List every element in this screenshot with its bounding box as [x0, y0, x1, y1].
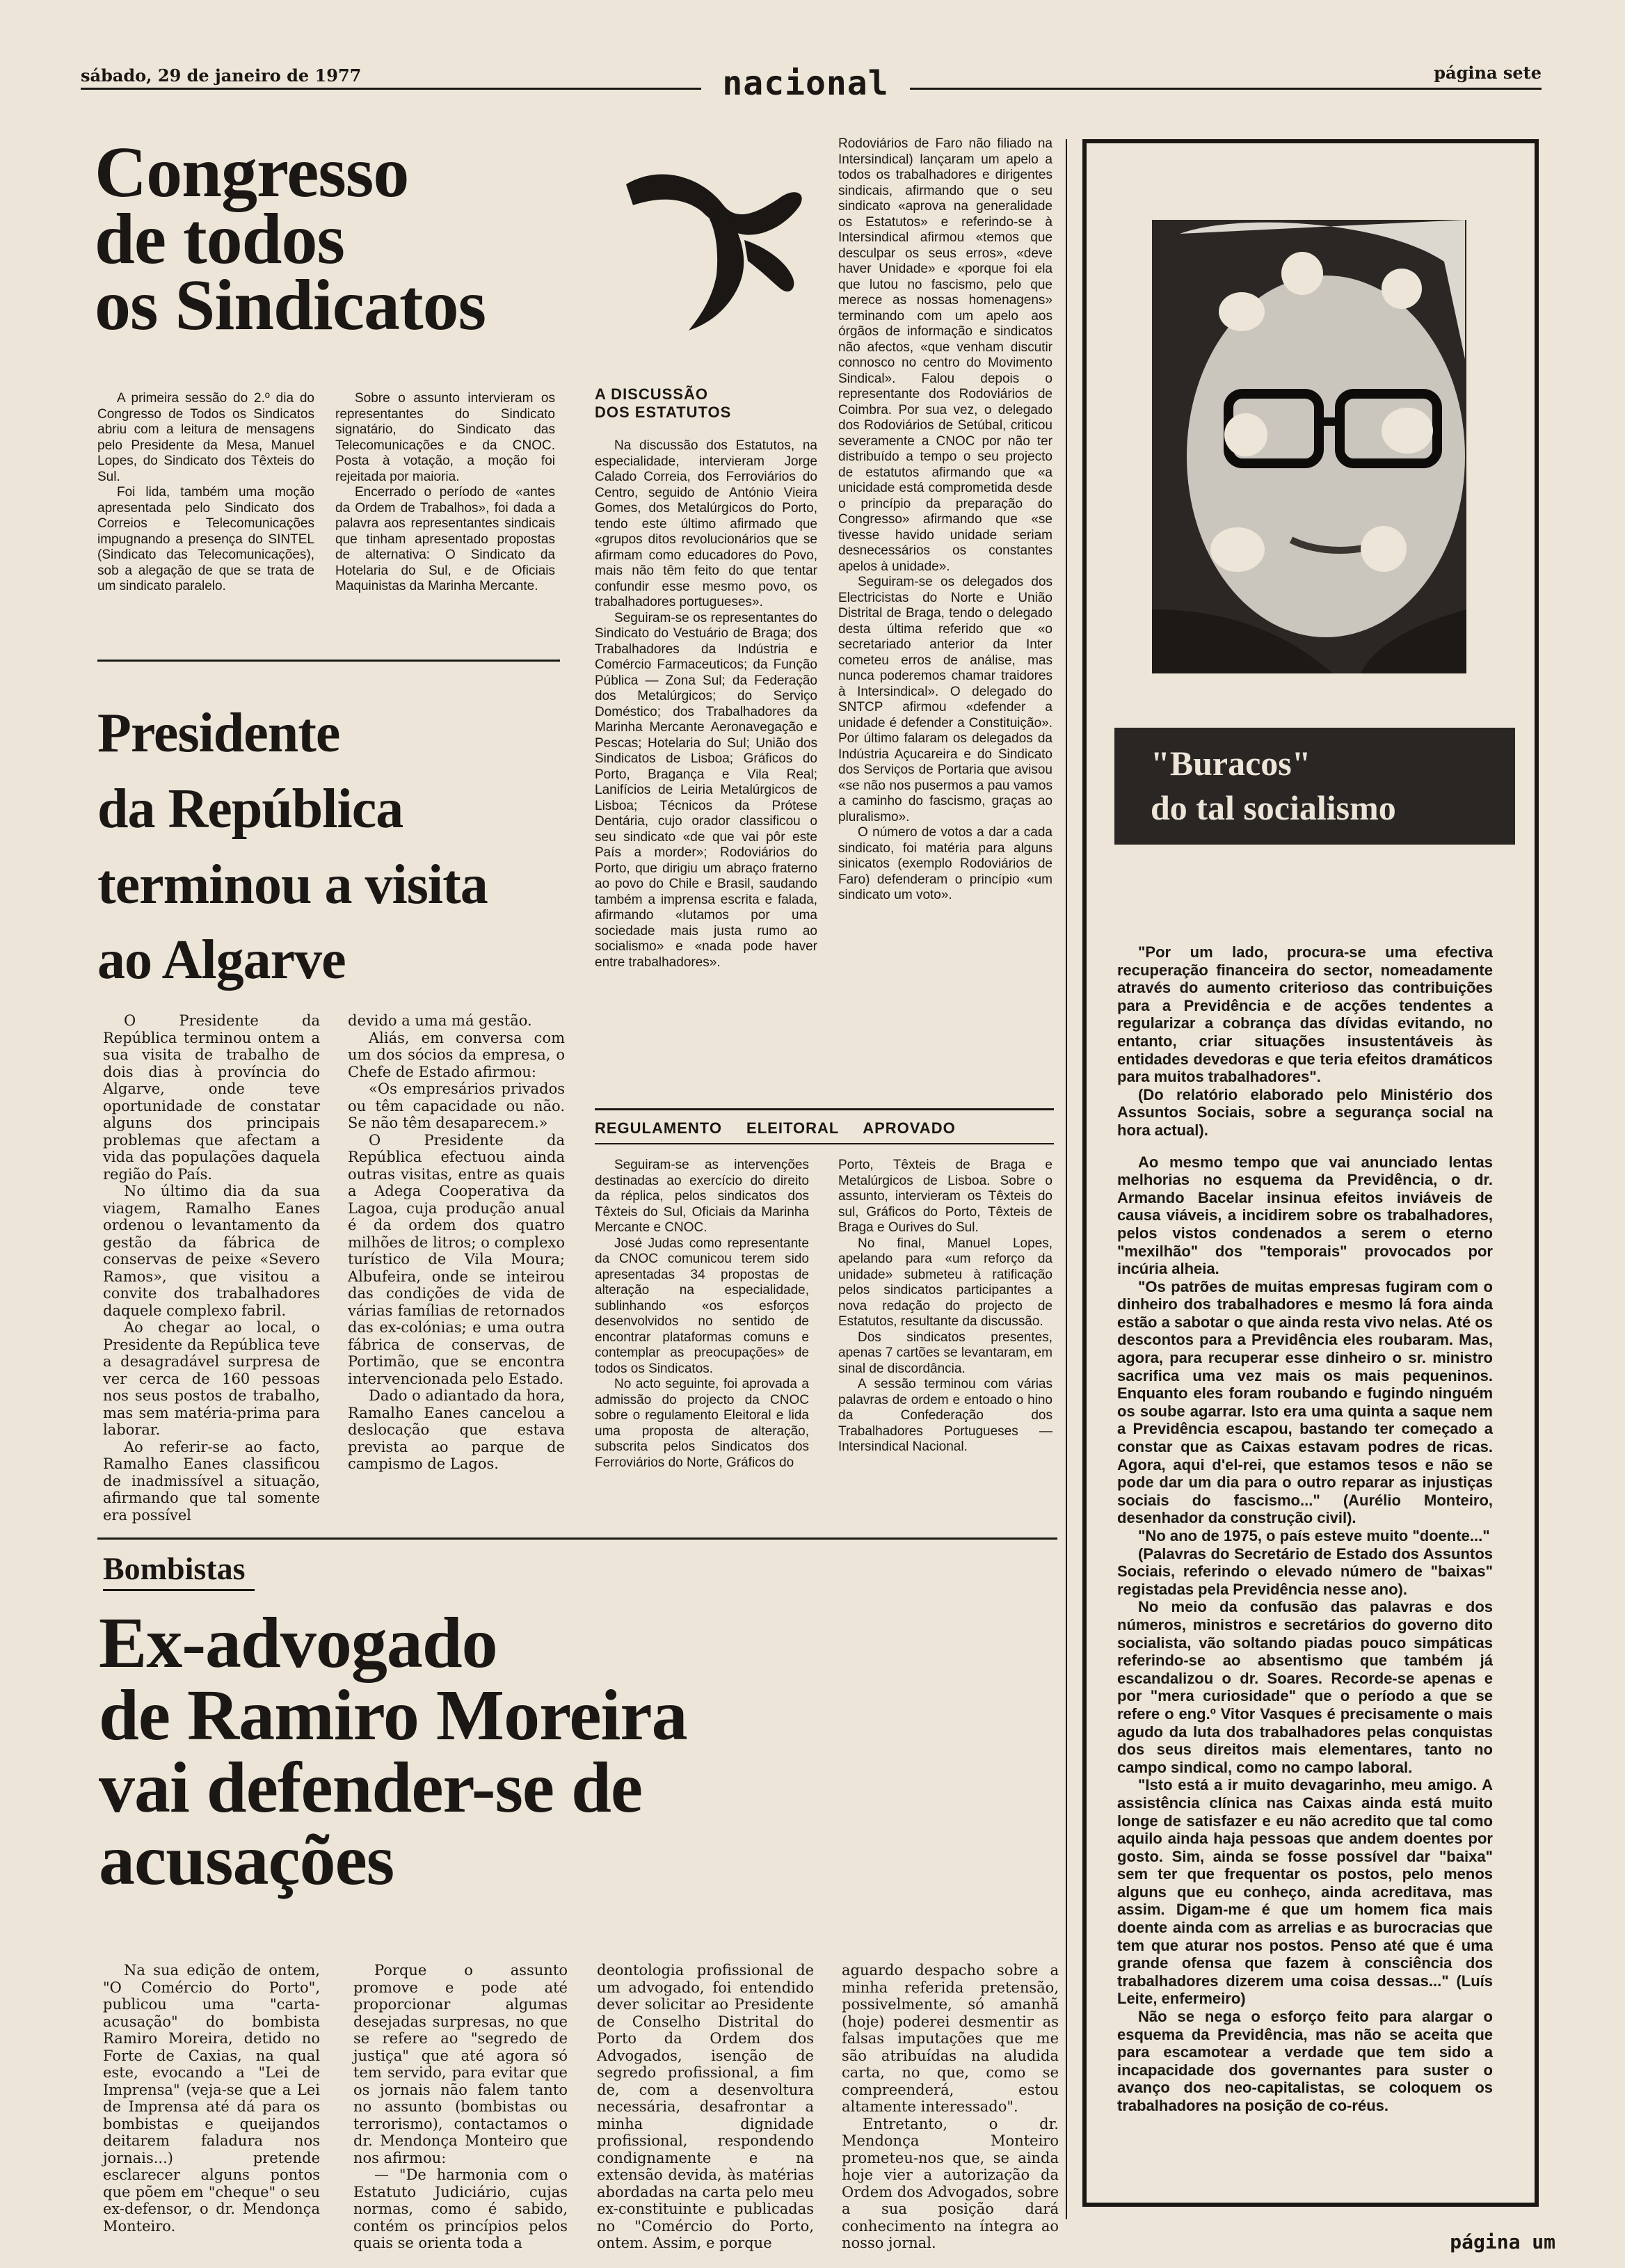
subhead-line: DOS ESTATUTOS: [595, 404, 732, 421]
paragraph: — "De harmonia com o Estatuto Judiciário, cujas normas, como é sabido, contém os princípios pelos quais se orienta toda a: [353, 2166, 568, 2251]
bombistas-col-3: [597, 1962, 814, 2252]
paragraph: O Presidente da República efectuou ainda outras visitas, entre as quais a Adega Cooperativa da Lagoa, cuja produção anual é da ordem dos quatro milhões de litros; o complexo turístico de Vila Moura; Albufeira, onde se inteirou das condições de vida de várias famílias de retornados das ex-colónias; e uma outra fábrica de conservas, de Portimão, que se encontra intervencionada pelo Estado.: [348, 1131, 565, 1387]
paragraph: Ao chegar ao local, o Presidente da República teve a desagradável surpresa de ver cerca de 160 pessoas nos seus postos de trabalho, mas sem matéria-prima para laborar.: [103, 1319, 320, 1438]
paragraph: Na discussão dos Estatutos, na especialidade, intervieram Jorge Calado Correia, dos Ferroviários do Centro, seguido de António Vieira Gomes, dos Metalúrgicos do Porto, tendo este último afirmado que «grupos ditos revolucionários que se afirmam como educadores do Povo, mais não têm feito do que tentar confundir esse mesmo povo, os trabalhadores portugueses».: [595, 438, 817, 609]
headline-line: Congresso: [95, 132, 409, 212]
column-separator: [1066, 139, 1067, 2219]
paragraph: "Isto está a ir muito devagarinho, meu amigo. A assistência clínica nas Caixas ainda está muito longe de satisfazer e eu não acredito que tal como aquilo ainda haja pessoas que andem doentes por gosto. Sim, ainda se fosse possível dar "baixa" sem ter que frequentar os postos, pelo menos alguns que eu conheço, ainda acreditava, mas assim. Digam-me é que um homem fica mais doente ainda com as arrelias e as burocracias que tem que aturar nos postos. Penso até que é uma grande ofensa que fazem à consciência dos trabalhadores dizerem uma coisa dessas..." (Luís Leite, enfermeiro): [1117, 1776, 1493, 2008]
bombistas-col-1: [103, 1962, 320, 2235]
presidente-col-1: [103, 1012, 320, 1524]
paragraph: No meio da confusão das palavras e dos números, ministros e secretários do governo dito socialista, vão soltando piadas pouco simpáticas referindo-se ao absentismo que também já escandalizou o dr. Soares. Recorde-se apenas e por "mera curiosidade" que o período a que se refere o eng.º Vitor Vasques é precisamente o mais agudo da luta dos trabalhadores pelas conquistas dos seus direitos mais elementares, tanto no campo sindical, como no campo laboral.: [1117, 1598, 1493, 1776]
continued-page-label: página um: [1450, 2230, 1555, 2253]
section-rule: [595, 1143, 1054, 1144]
paragraph: "No ano de 1975, o país esteve muito "doente...": [1138, 1527, 1490, 1544]
paragraph: No acto seguinte, foi aprovada a admissão do projecto da CNOC sobre o regulamento Eleitoral e lida uma proposta de alteração, subscrita pelos Sindicatos dos Ferroviários do Norte, Gráficos do: [595, 1377, 809, 1470]
hole-mark: [1281, 252, 1323, 295]
paragraph: "Por um lado, procura-se uma efectiva recuperação financeira do sector, nomeadamente através do aumento criterioso das contribuições para a Previdência e de acções tendentes a regularizar a cobrança das dívidas evitando, no entanto, criar situações insustentáveis às entidades devedoras e que teria efeitos dramáticos para muitos trabalhadores".: [1117, 943, 1493, 1086]
hole-mark: [1382, 408, 1433, 454]
buracos-body: [1117, 943, 1493, 2115]
subhead-line: A DISCUSSÃO: [595, 385, 708, 403]
paragraph: Porto, Têxteis de Braga e Metalúrgicos de Lisboa. Sobre o assunto, intervieram os Têxteis do sul, Gráficos do Porto, Têxteis de Braga e Ourives do Sul.: [838, 1158, 1052, 1235]
hole-mark: [1224, 413, 1267, 456]
paragraph: «Os empresários privados ou têm capacidade ou não. Se não têm desaparecem.»: [348, 1080, 565, 1131]
title-line: do tal socialismo: [1151, 788, 1396, 827]
paragraph: Dos sindicatos presentes, apenas 7 cartões se levantaram, em sinal de discordância.: [838, 1329, 1052, 1376]
headline-line: ao Algarve: [97, 929, 346, 991]
hole-mark: [1219, 292, 1265, 331]
issue-date: sábado, 29 de janeiro de 1977: [81, 65, 362, 86]
paragraph: Ao mesmo tempo que vai anunciado lentas melhorias no esquema da Previdência, o dr. Armando Bacelar insinua efeitos inviáveis de causa viáveis, a incidirem sobre os trabalhadores, pelos vistos condenados a serem o eterno "mexilhão" dos "temporais" provocados por incúria alheia.: [1117, 1153, 1493, 1278]
presidente-col-2: [348, 1012, 565, 1473]
congresso-col-2: [335, 391, 555, 595]
congresso-headline: [95, 132, 623, 346]
headline-line: da República: [97, 778, 403, 840]
headline-line: vai defender-se de: [99, 1748, 643, 1828]
paragraph: aguardo despacho sobre a minha referida pretensão, possivelmente, só amanhã (hoje) poderei desmentir as falsas imputações que me são atribuídas na aludida carta, no que, como se compreenderá, estou altamente interessado".: [842, 1962, 1059, 2115]
paragraph: Seguiram-se os representantes do Sindicato do Vestuário de Braga; dos Trabalhadores da Indústria e Comércio Farmaceuticos; da Função Pública — Zona Sul; da Federação dos Metalúrgicos; do Serviço Doméstico; dos Trabalhadores da Marinha Mercante Aeronavegação e Pescas; Hotelaria do Sul; União dos Sindicatos de Lisboa; Gráficos do Porto, Bragança e Vila Real; Lanifícios de Leiria Metalúrgicos de Lisboa; Técnicos da Prótese Dentária, cujo orador classificou o seu sindicato «de que vai pôr este País a morder»; Rodoviários do Porto, que dirigiu um abraço fraterno ao povo do Chile e Brasil, saudando também a imprensa escrita e falada, afirmando «lutamos por uma sociedade mais justa rumo ao socialismo» e «nada pode haver entre trabalhadores».: [595, 610, 817, 970]
headline-line: de todos: [95, 198, 344, 279]
paragraph: Seguiram-se os delegados dos Electricistas do Norte e União Distrital de Braga, tendo o delegado desta última referido que «o secretariado anterior da Inter cometeu erros de análise, mas nunca poderemos chamar traidores à Intersindical». O delegado do SNTCP afirmou «defender a unidade é defender a Constituição». Por último falaram os delegados da Indústria Açucareira e do Sindicato dos Serviços de Portaria que avisou «se não nos pusermos a pau vamos a caminho do fascismo, graças ao pluralismo».: [838, 575, 1052, 824]
paragraph: O Presidente da República terminou ontem a sua visita de trabalho de dois dias à província do Algarve, onde teve oportunidade de constatar alguns dos principais problemas que afectam a vida das populações daquela região do País.: [103, 1012, 320, 1183]
kicker-rule: [103, 1589, 255, 1591]
paragraph: (Palavras do Secretário de Estado dos Assuntos Sociais, referindo o elevado número de "baixas" registadas pela Previdência nesse ano).: [1117, 1544, 1493, 1598]
congresso-col-3: [595, 438, 817, 971]
hole-mark: [1382, 269, 1422, 309]
paragraph: (Do relatório elaborado pelo Ministério dos Assuntos Sociais, sobre a segurança social na hora actual).: [1117, 1085, 1493, 1139]
paragraph: "Os patrões de muitas empresas fugiram com o dinheiro dos trabalhadores e mesmo lá fora ainda estão a sabotar o que ainda resta vivo nelas. Até os descontos para a Previdência eles roubaram. Mas, agora, para recuperar esse dinheiro o sr. ministro sacrifica uma vez mais os mais pequeninos. Enquanto eles foram roubando e fugindo ninguém os soube agarrar. Isto era uma quinta a saque nem a Previdência escapou, bastando ter começado a constar que as Caixas estavam podres de ricas. Agora, aqui d'el-rei, que estamos tesos e não se pode dar um dia para o outro reparar as injustiças sociais do fascismo..." (Aurélio Monteiro, desenhador da construção civil).: [1117, 1277, 1493, 1527]
bombistas-col-4: [842, 1962, 1059, 2252]
paragraph: Não se nega o esforço feito para alargar o esquema da Previdência, mas não se aceita que para escamotear a verdade que tem sido a incapacidade dos governantes para suster o avanço dos neo-capitalistas, se coloquem os trabalhadores na posição de co-réus.: [1117, 2008, 1493, 2114]
bombistas-kicker: Bombistas: [103, 1551, 246, 1586]
headline-line: de Ramiro Moreira: [99, 1675, 687, 1755]
buracos-title-banner: [1114, 728, 1515, 845]
paragraph: Aliás, em conversa com um dos sócios da empresa, o Chefe de Estado afirmou:: [348, 1029, 565, 1080]
paragraph: Seguiram-se as intervenções destinadas ao exercício do direito da réplica, pelos sindicatos dos Têxteis do Sul, Oficiais da Marinha Mercante e CNOC.: [595, 1158, 809, 1235]
page-number: página sete: [1434, 63, 1542, 83]
section-rule: [595, 1108, 1054, 1110]
headline-line: terminou a visita: [97, 854, 488, 916]
paragraph: Dado o adiantado da hora, Ramalho Eanes cancelou a deslocação que estava prevista ao parque de campismo de Lagos.: [348, 1387, 565, 1472]
section-rule: [97, 1538, 1057, 1540]
paragraph: A sessão terminou com várias palavras de ordem e entoado o hino da Confederação dos Trabalhadores Portugueses — Intersindical Nacional.: [838, 1377, 1052, 1454]
paragraph: José Judas como representante da CNOC comunicou terem sido apresentadas 34 propostas de alteração na especialidade, sublinhando «os esforços desenvolvidos no sentido de encontrar plataformas comuns e contemplar as preocupações» de todos os Sindicatos.: [595, 1236, 809, 1376]
headline-line: Presidente: [97, 703, 340, 764]
bombistas-col-2: [353, 1962, 568, 2252]
paragraph: Foi lida, também uma moção apresentada pelo Sindicato dos Correios e Telecomunicações impugnando a presença do SINTEL (Sindicato das Telecomunicações), sob a alegação de que se trata de um sindicato paralelo.: [97, 485, 314, 593]
presidente-headline: [97, 696, 570, 998]
paragraph: Sobre o assunto intervieram os representantes do Sindicato signatário, do Sindicato das Telecomunicações e da CNOC. Posta à votação, a moção foi rejeitada por maioria.: [335, 391, 555, 484]
regulamento-col-1: [595, 1158, 809, 1471]
congresso-col-1: [97, 391, 314, 595]
regulamento-col-2: [838, 1158, 1052, 1455]
paragraph: No final, Manuel Lopes, apelando para «um reforço da unidade» submeteu à ratificação pelos sindicatos participantes a nova redação do projecto de Estatutos, resultante da discussão.: [838, 1236, 1052, 1329]
paragraph: Rodoviários de Faro não filiado na Intersindical) lançaram um apelo a todos os trabalhadores e dirigentes sindicais, afirmando que o seu sindicato «aprova na generalidade os Estatutos» e referindo-se à Intersindical afirmou «temos que desculpar os seus erros», «deve haver Unidade» e «porque foi ela que lutou no fascismo, pelo que merece as nossas homenagens» terminando com um apelo aos órgãos de informação e sindicatos não afectos, «que venham discutir connosco no centro do Movimento Sindical». Falou depois o representante dos Rodoviários de Coimbra. Por sua vez, o delegado dos Rodoviários de Setúbal, criticou severamente a CNOC por não ter distribuído a tempo o seu projecto de estatutos afirmando que «a unicidade está comprometida desde o princípio da preparação do Congresso» afirmando que «se tivesse havido unidade seriam desnecessários os constantes apelos à unidade».: [838, 136, 1052, 574]
headline-line: acusações: [99, 1820, 394, 1900]
discussao-subhead: [595, 385, 817, 422]
paragraph: Ao referir-se ao facto, Ramalho Eanes classificou de inadmissível a situação, afirmando que tal somente era possível: [103, 1438, 320, 1524]
bombistas-headline: [99, 1603, 1045, 1900]
regulamento-subhead: REGULAMENTO ELEITORAL APROVADO: [595, 1119, 956, 1137]
paragraph: devido a uma má gestão.: [348, 1012, 532, 1029]
headline-line: Ex-advogado: [99, 1603, 497, 1683]
portrait-photo: [1152, 220, 1466, 673]
headline-line: os Sindicatos: [95, 265, 486, 346]
paragraph: A primeira sessão do 2.º dia do Congresso de Todos os Sindicatos abriu com a leitura de mensagens pelo Presidente da Mesa, Manuel Lopes, do Sindicato dos Têxteis do Sul.: [97, 391, 314, 484]
congress-logo-icon: [619, 157, 821, 337]
congresso-col-4: [838, 136, 1052, 904]
paragraph: Entretanto, o dr. Mendonça Monteiro prometeu-nos que, se ainda hoje vier a autorização da Ordem dos Advogados, sobre a sua posição dará conhecimento na íntegra ao nosso jornal.: [842, 2115, 1059, 2251]
paragraph: Encerrado o período de «antes da Ordem de Trabalhos», foi dada a palavra aos representantes sindicais que tinham apresentado propostas de alternativa: O Sindicato da Hotelaria do Sul, e de Oficiais Maquinistas da Marinha Mercante.: [335, 485, 555, 593]
section-rule: [97, 660, 560, 662]
title-line: "Buracos": [1151, 744, 1311, 783]
paragraph: Porque o assunto promove e pode até proporcionar algumas desejadas surpresas, no que se refere ao "segredo de justiça" que até agora só tem servido, para evitar que os jornais não falem tanto no assunto (bombistas ou terrorismo), contactamos o dr. Mendonça Monteiro que nos afirmou:: [353, 1962, 568, 2166]
paragraph: Na sua edição de ontem, "O Comércio do Porto", publicou uma "carta-acusação" do bombista Ramiro Moreira, detido no Forte de Caxias, na qual este, evocando a "Lei de Imprensa" (veja-se que a Lei de Imprensa até dá para os bombistas e queijandos deitarem faladura nos jornais...) pretende esclarecer alguns pontos que põem em "cheque" o seu ex-defensor, o dr. Mendonça Monteiro.: [103, 1962, 320, 2235]
paragraph: O número de votos a dar a cada sindicato, foi matéria para alguns sinicatos (exemplo Rodoviários de Faro) defenderam o princípio «um sindicato um voto».: [838, 825, 1052, 902]
hole-mark: [1210, 527, 1265, 572]
hole-mark: [1361, 526, 1407, 572]
paragraph: No último dia da sua viagem, Ramalho Eanes ordenou o levantamento da gestão da fábrica de conservas de peixe «Severo Ramos», que visitou a convite dos trabalhadores daquele complexo fabril.: [103, 1183, 320, 1319]
paragraph: deontologia profissional de um advogado, foi entendido dever solicitar ao Presidente de Conselho Distrital do Porto da Ordem dos Advogados, isenção de segredo profissional, a fim de, com a desenvoltura necessária, desafrontar a minha dignidade profissional, respondendo condignamente e na extensão devida, às matérias abordadas na carta pelo meu ex-constituinte e publicadas no "Comércio do Porto, ontem. Assim, e porque: [597, 1962, 814, 2251]
section-banner: nacional: [701, 64, 910, 103]
